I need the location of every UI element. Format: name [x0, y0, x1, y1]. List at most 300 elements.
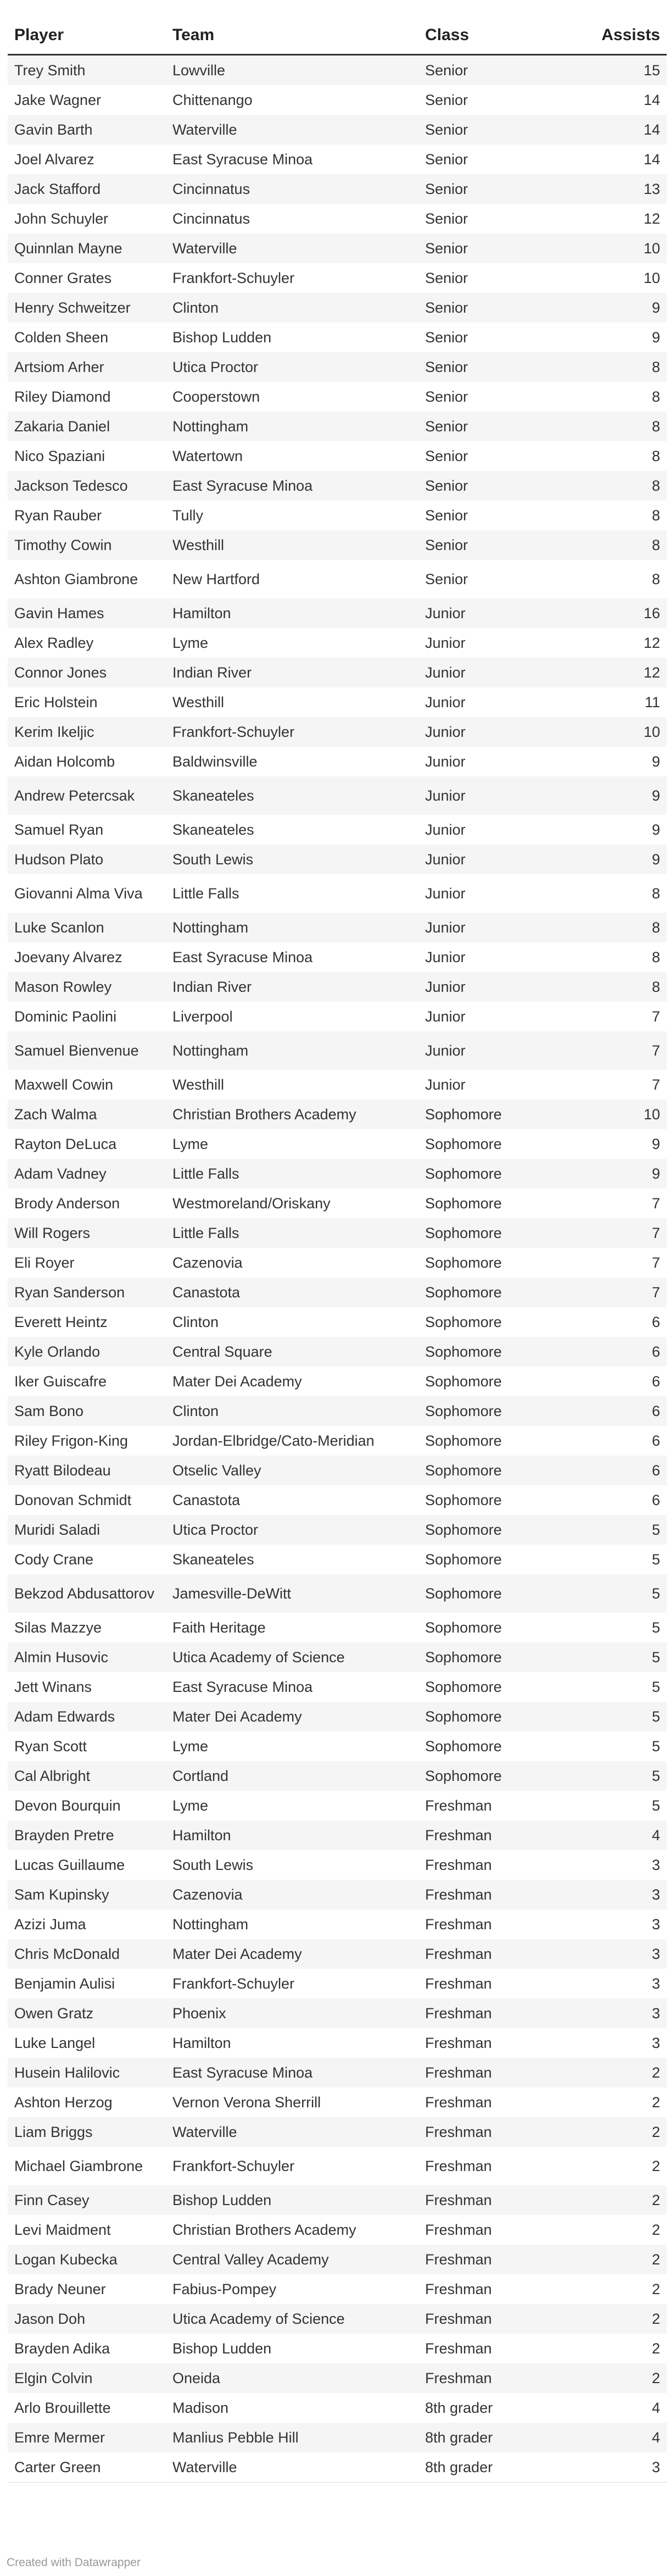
table-row: [8, 598, 667, 628]
table-row: [8, 1642, 667, 1672]
table-row: [8, 2363, 667, 2393]
cell-player: Ashton Herzog: [14, 2094, 113, 2111]
cell-assists: 3: [651, 1856, 660, 1873]
cell-team: Westmoreland/Oriskany: [172, 1195, 331, 1212]
table-row: [8, 234, 667, 263]
cell-class: Freshman: [425, 2157, 492, 2174]
cell-class: Senior: [418, 115, 587, 145]
table-row: [8, 1367, 667, 1396]
cell-player: Elgin Colvin: [8, 2363, 166, 2393]
cell-team: Cazenovia: [166, 1880, 418, 1909]
column-header-player[interactable]: Player: [8, 16, 166, 55]
cell-assists: 5: [651, 1619, 660, 1636]
table-row: [8, 263, 667, 293]
cell-team: Little Falls: [166, 1159, 418, 1189]
cell-assists: 9: [587, 293, 667, 323]
cell-team: Otselic Valley: [166, 1456, 418, 1485]
cell-player: Brayden Adika: [14, 2340, 110, 2357]
cell-player: Arlo Brouillette: [14, 2399, 111, 2416]
cell-player: Adam Vadney: [8, 1159, 166, 1189]
cell-assists: 2: [587, 2245, 667, 2274]
cell-class: Senior: [418, 530, 587, 560]
cell-player: Levi Maidment: [14, 2221, 111, 2238]
cell-assists: 6: [651, 1491, 660, 1508]
cell-assists: 10: [587, 717, 667, 747]
cell-class: Junior: [418, 658, 587, 687]
cell-player: Donovan Schmidt: [14, 1491, 132, 1508]
table-row: [8, 1761, 667, 1791]
table-row: [8, 747, 667, 776]
cell-team: Lyme: [172, 1737, 209, 1755]
table-row: [8, 2452, 667, 2483]
cell-class: Freshman: [425, 2280, 492, 2297]
cell-player: Trey Smith: [8, 55, 166, 86]
cell-player: Liam Briggs: [8, 2117, 166, 2147]
cell-team: South Lewis: [172, 1856, 254, 1873]
cell-assists: 14: [587, 115, 667, 145]
table-row: [8, 1545, 667, 1574]
cell-class: Senior: [425, 507, 468, 524]
cell-assists: 8: [651, 570, 660, 587]
column-header-team[interactable]: Team: [166, 16, 418, 55]
cell-assists: 2: [651, 2280, 660, 2297]
cell-team: Lyme: [172, 1797, 209, 1814]
cell-player: Aidan Holcomb: [14, 753, 115, 770]
cell-assists: 7: [587, 1218, 667, 1248]
cell-class: Senior: [418, 234, 587, 263]
cell-assists: 2: [587, 2363, 667, 2393]
cell-assists: 4: [587, 2423, 667, 2452]
cell-team: Cooperstown: [172, 388, 260, 405]
cell-assists: 7: [587, 1278, 667, 1307]
cell-player: Rayton DeLuca: [14, 1135, 117, 1152]
cell-assists: 2: [587, 2058, 667, 2088]
cell-player: Eric Holstein: [14, 693, 98, 710]
table-row: [8, 628, 667, 658]
cell-class: Junior: [425, 885, 466, 902]
cell-class: Sophomore: [425, 1551, 502, 1568]
cell-team: Cazenovia: [172, 1254, 243, 1271]
cell-player: Alex Radley: [14, 634, 94, 651]
cell-team: Skaneateles: [172, 1551, 254, 1568]
table-row: [8, 2215, 667, 2245]
cell-class: Freshman: [425, 2221, 492, 2238]
cell-team: Christian Brothers Academy: [172, 2221, 356, 2238]
cell-class: Junior: [425, 693, 466, 710]
table-row: [8, 2058, 667, 2088]
cell-team: Frankfort-Schuyler: [172, 2157, 295, 2174]
cell-team: Frankfort-Schuyler: [172, 1975, 295, 1992]
cell-player: Kyle Orlando: [8, 1337, 166, 1367]
cell-team: Nottingham: [166, 1031, 418, 1070]
cell-assists: 8: [651, 447, 660, 464]
table-row: [8, 1070, 667, 1100]
cell-assists: 16: [587, 598, 667, 628]
column-header-assists[interactable]: Assists: [587, 16, 667, 55]
cell-player: Connor Jones: [8, 658, 166, 687]
cell-team: Indian River: [166, 658, 418, 687]
table-row: [8, 1939, 667, 1969]
cell-assists: 9: [651, 1135, 660, 1152]
cell-class: Freshman: [425, 1856, 492, 1873]
cell-team: Mater Dei Academy: [172, 1373, 302, 1390]
cell-class: Junior: [425, 821, 466, 838]
cell-team: Little Falls: [172, 885, 239, 902]
table-row: [8, 2274, 667, 2304]
cell-team: Chittenango: [172, 91, 253, 108]
cell-assists: 7: [587, 1031, 667, 1070]
table-body: [8, 55, 667, 2483]
cell-class: 8th grader: [418, 2423, 587, 2452]
assists-table: [8, 16, 667, 2483]
cell-class: Sophomore: [418, 1218, 587, 1248]
table-row: [8, 1278, 667, 1307]
cell-class: Freshman: [425, 2340, 492, 2357]
cell-class: Freshman: [418, 2058, 587, 2088]
cell-player: Jake Wagner: [14, 91, 102, 108]
table-row: [8, 845, 667, 874]
cell-team: Utica Academy of Science: [166, 1642, 418, 1672]
cell-class: Freshman: [418, 1880, 587, 1909]
cell-player: Owen Gratz: [8, 1998, 166, 2028]
table-row: [8, 352, 667, 382]
column-header-class[interactable]: Class: [418, 16, 587, 55]
cell-player: Gavin Barth: [8, 115, 166, 145]
cell-player: Artsiom Arher: [8, 352, 166, 382]
cell-player: Everett Heintz: [14, 1313, 108, 1330]
cell-player: Ashton Giambrone: [14, 570, 138, 587]
cell-player: Michael Giambrone: [14, 2157, 143, 2174]
cell-class: Sophomore: [425, 1254, 502, 1271]
header-row: [8, 16, 667, 55]
cell-class: Sophomore: [418, 1515, 587, 1545]
cell-class: Sophomore: [418, 1100, 587, 1129]
cell-assists: 5: [651, 1737, 660, 1755]
table-row: [8, 2393, 667, 2423]
cell-team: Tully: [172, 507, 204, 524]
cell-class: Junior: [418, 776, 587, 815]
table-row: [8, 1307, 667, 1337]
cell-assists: 9: [587, 1159, 667, 1189]
cell-assists: 9: [651, 753, 660, 770]
table-row: [8, 1337, 667, 1367]
table-row: [8, 2304, 667, 2334]
cell-assists: 10: [643, 269, 660, 286]
cell-player: Carter Green: [8, 2452, 166, 2483]
cell-player: Finn Casey: [8, 2185, 166, 2215]
cell-player: Will Rogers: [8, 1218, 166, 1248]
cell-player: Riley Frigon-King: [14, 1432, 129, 1449]
table-row: [8, 1129, 667, 1159]
table-row: [8, 1426, 667, 1456]
cell-team: Vernon Verona Sherrill: [172, 2094, 321, 2111]
cell-assists: 3: [651, 2034, 660, 2051]
cell-class: Senior: [418, 352, 587, 382]
table-row: [8, 323, 667, 352]
cell-class: Junior: [418, 1031, 587, 1070]
table-row: [8, 174, 667, 204]
cell-team: Hamilton: [172, 2034, 231, 2051]
cell-class: Freshman: [418, 1998, 587, 2028]
cell-assists: 4: [587, 1820, 667, 1850]
cell-class: Sophomore: [418, 1574, 587, 1613]
table-row: [8, 471, 667, 501]
table-row: [8, 815, 667, 845]
cell-team: Canastota: [166, 1278, 418, 1307]
table-row: [8, 293, 667, 323]
cell-class: Sophomore: [418, 1642, 587, 1672]
cell-assists: 5: [587, 1702, 667, 1731]
cell-team: Frankfort-Schuyler: [172, 269, 295, 286]
table-row: [8, 658, 667, 687]
cell-player: Kerim Ikeljic: [8, 717, 166, 747]
cell-class: Senior: [425, 269, 468, 286]
table-row: [8, 1998, 667, 2028]
cell-class: Senior: [425, 91, 468, 108]
cell-player: Chris McDonald: [8, 1939, 166, 1969]
cell-player: Adam Edwards: [8, 1702, 166, 1731]
cell-assists: 8: [587, 471, 667, 501]
table-row: [8, 913, 667, 942]
cell-team: Lyme: [172, 1135, 209, 1152]
table-row: [8, 382, 667, 412]
table-row: [8, 776, 667, 815]
cell-assists: 9: [651, 821, 660, 838]
cell-class: Freshman: [425, 1975, 492, 1992]
table-row: [8, 1820, 667, 1850]
cell-player: Brayden Pretre: [8, 1820, 166, 1850]
table-row: [8, 1396, 667, 1426]
cell-assists: 6: [651, 1432, 660, 1449]
cell-player: Joevany Alvarez: [14, 948, 122, 965]
cell-assists: 8: [651, 948, 660, 965]
cell-player: Iker Guiscafre: [14, 1373, 107, 1390]
cell-team: Mater Dei Academy: [166, 1939, 418, 1969]
cell-team: Central Valley Academy: [166, 2245, 418, 2274]
cell-team: Oneida: [166, 2363, 418, 2393]
cell-assists: 2: [651, 2094, 660, 2111]
cell-assists: 3: [651, 1975, 660, 1992]
cell-class: Senior: [425, 151, 468, 168]
cell-assists: 2: [651, 2340, 660, 2357]
table-row: [8, 1248, 667, 1278]
cell-team: Bishop Ludden: [172, 329, 272, 346]
cell-assists: 5: [587, 1761, 667, 1791]
table-row: [8, 1485, 667, 1515]
cell-assists: 2: [651, 2157, 660, 2174]
cell-class: Sophomore: [418, 1761, 587, 1791]
cell-assists: 2: [587, 2185, 667, 2215]
cell-team: Christian Brothers Academy: [166, 1100, 418, 1129]
cell-class: Freshman: [418, 2117, 587, 2147]
cell-assists: 3: [587, 2452, 667, 2483]
cell-class: Senior: [418, 55, 587, 86]
table-row: [8, 115, 667, 145]
cell-player: Quinnlan Mayne: [8, 234, 166, 263]
cell-class: Junior: [425, 1008, 466, 1025]
cell-assists: 8: [651, 507, 660, 524]
table-row: [8, 530, 667, 560]
cell-class: Sophomore: [425, 1313, 502, 1330]
cell-class: 8th grader: [418, 2452, 587, 2483]
cell-player: Nico Spaziani: [14, 447, 105, 464]
cell-assists: 10: [587, 234, 667, 263]
cell-team: Skaneateles: [172, 821, 254, 838]
table-row: [8, 942, 667, 972]
cell-team: Faith Heritage: [172, 1619, 266, 1636]
cell-class: Sophomore: [425, 1678, 502, 1695]
cell-assists: 8: [651, 885, 660, 902]
cell-team: Mater Dei Academy: [166, 1702, 418, 1731]
cell-class: Junior: [425, 634, 466, 651]
cell-player: Samuel Bienvenue: [8, 1031, 166, 1070]
cell-player: Luke Scanlon: [8, 913, 166, 942]
table-row: [8, 204, 667, 234]
cell-player: Conner Grates: [14, 269, 112, 286]
cell-player: Jack Stafford: [8, 174, 166, 204]
cell-player: Sam Kupinsky: [8, 1880, 166, 1909]
table-row: [8, 1672, 667, 1702]
table-row: [8, 2028, 667, 2058]
cell-assists: 5: [587, 1574, 667, 1613]
cell-player: Bekzod Abdusattorov: [8, 1574, 166, 1613]
cell-assists: 9: [587, 776, 667, 815]
cell-assists: 6: [587, 1396, 667, 1426]
table-row: [8, 1613, 667, 1642]
cell-class: Freshman: [418, 2363, 587, 2393]
cell-player: Giovanni Alma Viva: [14, 885, 143, 902]
cell-team: Skaneateles: [166, 776, 418, 815]
cell-assists: 11: [644, 693, 660, 710]
cell-class: Freshman: [418, 1939, 587, 1969]
cell-team: Cortland: [166, 1761, 418, 1791]
cell-class: Sophomore: [425, 1135, 502, 1152]
cell-assists: 12: [643, 634, 660, 651]
cell-team: Utica Proctor: [166, 1515, 418, 1545]
table-row: [8, 1731, 667, 1761]
cell-team: Hamilton: [166, 598, 418, 628]
cell-team: Baldwinsville: [172, 753, 258, 770]
cell-class: Sophomore: [418, 1278, 587, 1307]
cell-player: Logan Kubecka: [8, 2245, 166, 2274]
cell-player: Dominic Paolini: [14, 1008, 117, 1025]
cell-team: Phoenix: [166, 1998, 418, 2028]
cell-class: Senior: [425, 210, 468, 227]
cell-class: Junior: [418, 845, 587, 874]
cell-class: Sophomore: [425, 1195, 502, 1212]
cell-team: South Lewis: [166, 845, 418, 874]
cell-assists: 7: [651, 1008, 660, 1025]
table-row: [8, 1515, 667, 1545]
cell-player: Colden Sheen: [14, 329, 109, 346]
cell-team: Waterville: [166, 115, 418, 145]
cell-assists: 13: [587, 174, 667, 204]
cell-team: Cincinnatus: [166, 174, 418, 204]
cell-class: Senior: [425, 447, 468, 464]
cell-player: Jett Winans: [14, 1678, 92, 1695]
table-row: [8, 687, 667, 717]
cell-assists: 7: [651, 1254, 660, 1271]
cell-assists: 2: [587, 2117, 667, 2147]
cell-team: New Hartford: [172, 570, 260, 587]
cell-assists: 8: [587, 412, 667, 441]
cell-class: Junior: [425, 948, 466, 965]
cell-team: Madison: [172, 2399, 229, 2416]
cell-assists: 7: [651, 1076, 660, 1093]
cell-team: Westhill: [172, 1076, 225, 1093]
table-row: [8, 560, 667, 598]
cell-assists: 4: [651, 2399, 660, 2416]
cell-player: Sam Bono: [8, 1396, 166, 1426]
cell-team: Waterville: [166, 2452, 418, 2483]
cell-player: Ryan Scott: [14, 1737, 87, 1755]
cell-assists: 12: [643, 210, 660, 227]
cell-player: Henry Schweitzer: [8, 293, 166, 323]
cell-class: Sophomore: [418, 1396, 587, 1426]
cell-player: Hudson Plato: [8, 845, 166, 874]
cell-team: Manlius Pebble Hill: [166, 2423, 418, 2452]
cell-assists: 6: [587, 1337, 667, 1367]
table-row: [8, 1574, 667, 1613]
table-row: [8, 145, 667, 174]
cell-player: Brody Anderson: [14, 1195, 120, 1212]
cell-assists: 9: [587, 845, 667, 874]
table-header: [8, 16, 667, 55]
cell-team: Westhill: [172, 693, 225, 710]
cell-player: Joel Alvarez: [14, 151, 94, 168]
cell-player: Riley Diamond: [14, 388, 111, 405]
cell-team: Canastota: [172, 1491, 241, 1508]
table-row: [8, 1702, 667, 1731]
cell-class: Freshman: [425, 2094, 492, 2111]
cell-team: Utica Proctor: [166, 352, 418, 382]
cell-assists: 8: [651, 388, 660, 405]
cell-player: Samuel Ryan: [14, 821, 104, 838]
table-row: [8, 501, 667, 530]
cell-player: Almin Husovic: [8, 1642, 166, 1672]
cell-team: Fabius-Pompey: [172, 2280, 277, 2297]
cell-class: Freshman: [425, 1916, 492, 1933]
table-row: [8, 1100, 667, 1129]
cell-class: Freshman: [418, 2185, 587, 2215]
cell-class: Senior: [418, 471, 587, 501]
cell-player: Devon Bourquin: [14, 1797, 121, 1814]
cell-class: Sophomore: [418, 1337, 587, 1367]
cell-team: Waterville: [166, 2117, 418, 2147]
cell-class: Freshman: [425, 2034, 492, 2051]
cell-assists: 5: [651, 1551, 660, 1568]
table-row: [8, 1456, 667, 1485]
cell-player: Emre Mermer: [8, 2423, 166, 2452]
table-row: [8, 85, 667, 115]
cell-player: Lucas Guillaume: [14, 1856, 125, 1873]
cell-team: Utica Academy of Science: [166, 2304, 418, 2334]
cell-class: Sophomore: [425, 1432, 502, 1449]
cell-team: Waterville: [166, 234, 418, 263]
table-row: [8, 1850, 667, 1880]
table-row: [8, 1969, 667, 1998]
cell-assists: 6: [651, 1313, 660, 1330]
table-row: [8, 1002, 667, 1031]
cell-class: Junior: [418, 913, 587, 942]
cell-assists: 6: [651, 1373, 660, 1390]
cell-class: Sophomore: [418, 1159, 587, 1189]
datawrapper-credit[interactable]: Created with Datawrapper: [7, 2556, 141, 2569]
table-row: [8, 2423, 667, 2452]
cell-class: Junior: [418, 972, 587, 1002]
cell-team: Frankfort-Schuyler: [166, 717, 418, 747]
table-row: [8, 717, 667, 747]
